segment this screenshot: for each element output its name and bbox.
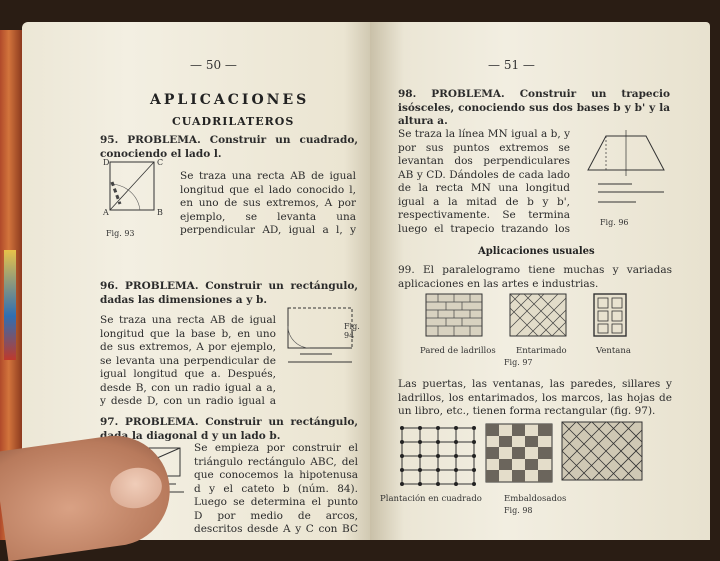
caption-brick-wall: Pared de ladrillos [420, 346, 496, 356]
brick-wall-illustration [426, 294, 486, 340]
problem-96-text: Se traza una recta AB de igual longitud que la base b, en uno de sus extremos, A por ejemplo, se levanta una perpendicular de igual longitud que a. Después, desde B, con un radio igual a a, y desde D, con un radio igual a [100, 314, 276, 407]
page-number-left: — 50 — [190, 58, 237, 72]
label-A: A [103, 208, 109, 217]
figure-93-caption: Fig. 93 [106, 229, 135, 238]
figure-96-trapezoid [576, 130, 676, 212]
square-planting-grid [398, 424, 478, 488]
problem-97-text: Se empieza por construir el triángulo rectángulo ABC, del que conocemos la hipotenusa d y el cateto b (núm. 84). Luego se determina el punto D por medio de arcos, descritos desde A y C con BC [194, 442, 358, 535]
window-illustration [592, 292, 632, 340]
problem-99-continuation: Las puertas, las ventanas, las paredes, sillares y ladrillos, los entarimados, los marcos, las hojas de un libro, etc., tienen forma rectangular (fig. 97). [398, 378, 672, 417]
caption-parquet: Entarimado [516, 346, 567, 356]
problem-95-text: Se traza una recta AB de igual longitud que el lado conocido l, en uno de sus extremos, A por ejemplo, se levanta una perpendicular AD, igual a l, y [180, 170, 356, 236]
spine-decoration [4, 250, 16, 360]
figure-98-caption: Fig. 98 [504, 506, 533, 515]
diamond-tiles [562, 422, 646, 484]
problem-98-text: Se traza la línea MN igual a b, y por sus puntos extremos se levantan dos perpendiculares AB y CD. Dándoles de cada lado de la recta MN una longitud igual a la mitad de b y b', respectivamente. Se termina luego el trapecio trazando los [398, 128, 570, 235]
problem-97-title: 97. PROBLEMA. Construir un rectángulo, dada la diagonal d y un lado b. [100, 416, 358, 442]
parquet-illustration [510, 294, 570, 340]
checkered-tiles [486, 424, 556, 486]
figure-94-caption: Fig. 94 [344, 322, 360, 340]
label-B: B [157, 208, 163, 217]
label-C: C [157, 158, 164, 167]
page-heading: APLICACIONES [150, 92, 310, 108]
caption-tiles: Embaldosados [504, 494, 567, 504]
figure-97-caption: Fig. 97 [504, 358, 533, 367]
page-number-right: — 51 — [488, 58, 535, 72]
label-D: D [103, 158, 110, 167]
problem-98-title: 98. PROBLEMA. Construir un trapecio isósceles, conociendo sus dos bases b y b' y la altura a. [398, 88, 670, 127]
caption-window: Ventana [596, 346, 631, 356]
problem-99-text: 99. El paralelogramo tiene muchas y variadas aplicaciones en las artes e industrias. [398, 264, 672, 290]
section-subheading: CUADRILATEROS [172, 115, 295, 128]
right-page [370, 22, 710, 540]
section-applications: Aplicaciones usuales [478, 246, 595, 257]
problem-95-title: 95. PROBLEMA. Construir un cuadrado, conociendo el lado l. [100, 134, 358, 160]
problem-96-title: 96. PROBLEMA. Construir un rectángulo, dadas las dimensiones a y b. [100, 280, 358, 306]
caption-square-planting: Plantación en cuadrado [380, 494, 482, 504]
figure-96-caption: Fig. 96 [600, 218, 629, 227]
